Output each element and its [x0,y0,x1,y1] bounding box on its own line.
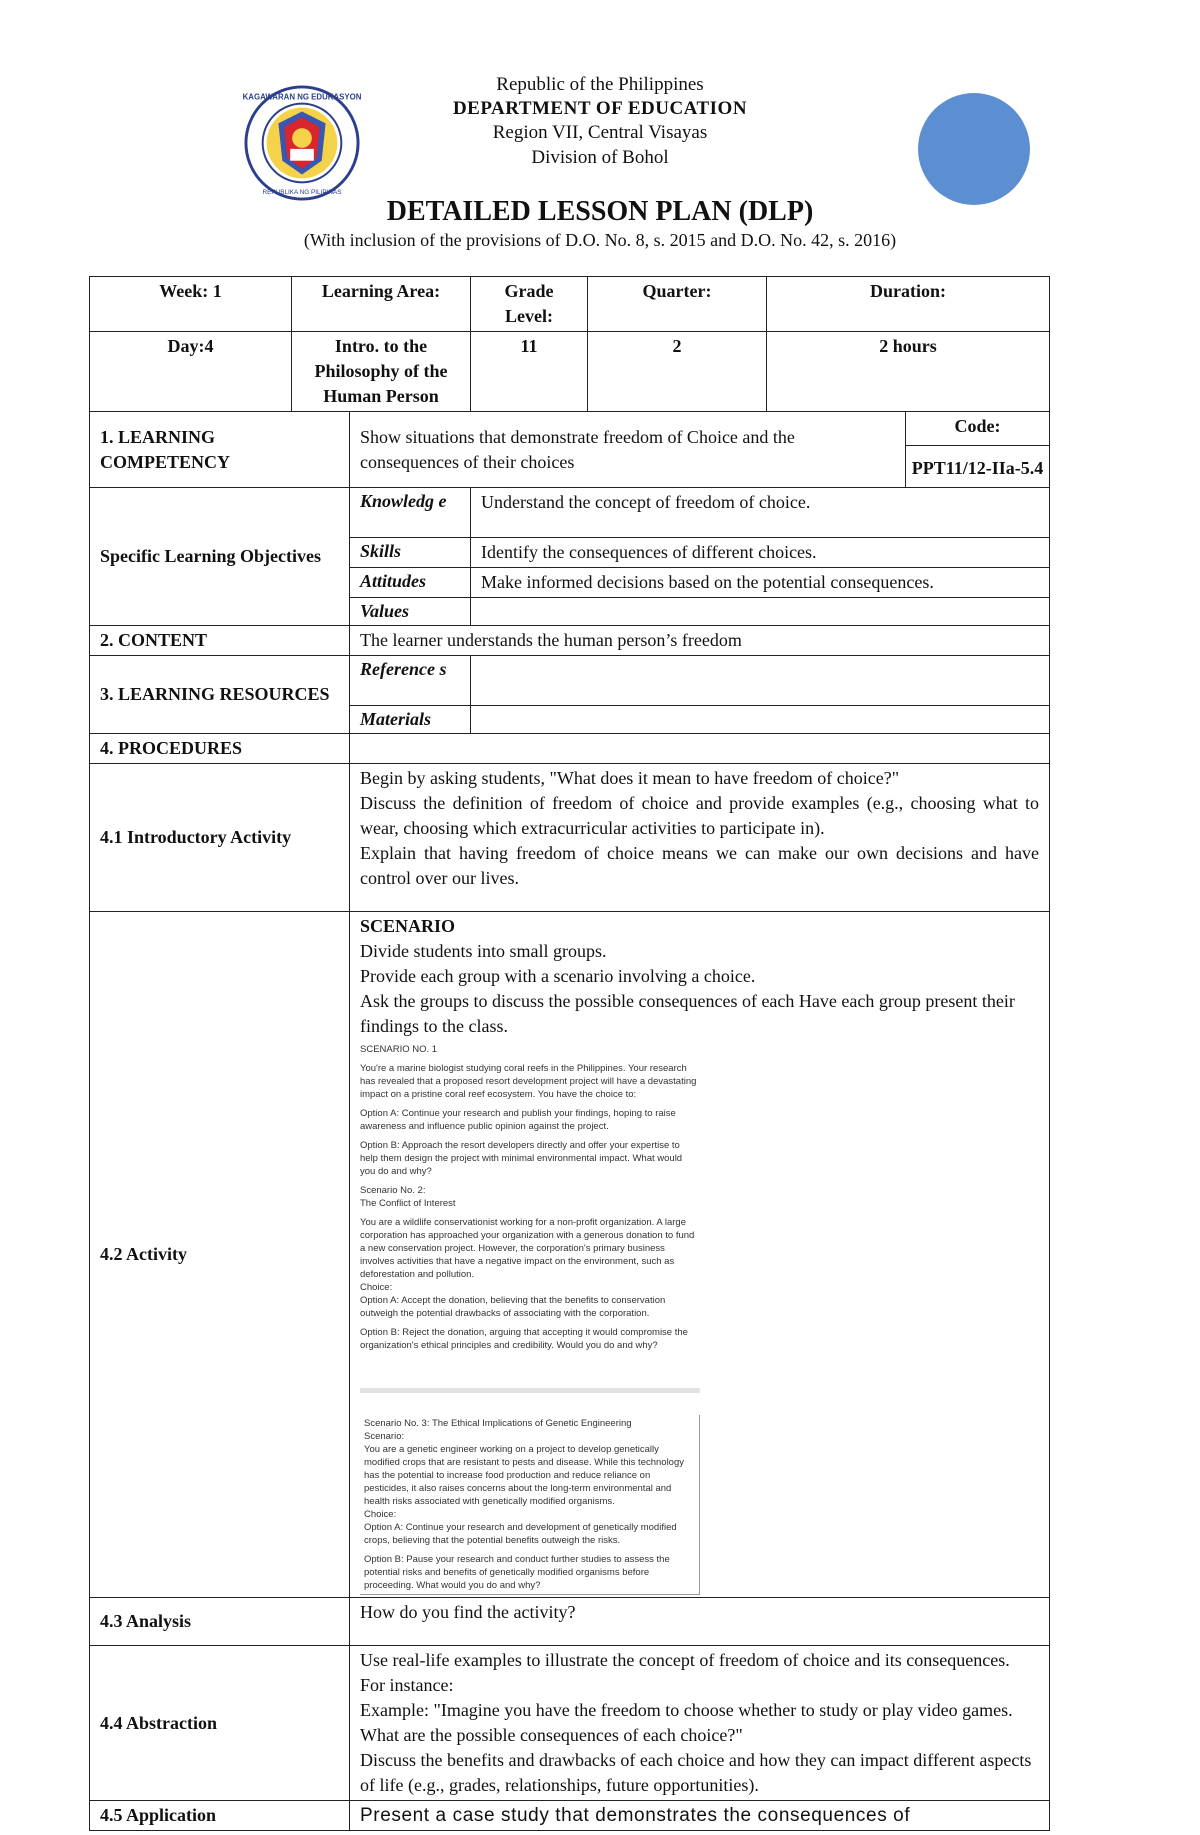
header-region: Region VII, Central Visayas [492,122,708,143]
scenario-2-option-a: Option A: Accept the donation, believing that the benefits to conservation outweigh the potential drawbacks of associating with the corporation. [360,1295,666,1319]
duration-header: Duration: [767,277,1050,332]
quarter-value: 2 [588,332,767,412]
application-label: 4.5 Application [90,1801,350,1831]
content-row [90,626,1050,656]
activity-label: 4.2 Activity [90,912,350,1598]
learning-area-value: Intro. to the Philosophy of the Human Person [292,332,471,412]
week-header: Week: 1 [90,277,292,332]
analysis-label: 4.3 Analysis [90,1598,350,1646]
header-department: DEPARTMENT OF EDUCATION [452,98,748,119]
scenario-heading: SCENARIO [360,916,456,936]
competency-text: Show situations that demonstrate freedom of Choice and the consequences of their choices [350,412,906,488]
procedures-row [90,734,1050,764]
procedures-label: 4. PROCEDURES [90,734,350,764]
intro-activity-label: 4.1 Introductory Activity [90,764,350,912]
abstraction-row [90,1646,1050,1801]
quarter-header: Quarter: [588,277,767,332]
abstraction-text [350,1646,1050,1801]
values-label: Values [350,598,471,626]
intro-line: Discuss the definition of freedom of choice and provide examples (e.g., choosing what to wear, choosing which extracurricular activities to participate in). [360,793,1040,838]
learning-area-header: Learning Area: [292,277,471,332]
competency-row [90,412,1050,488]
abstraction-line: Use real-life examples to illustrate the concept of freedom of choice and its consequences. For instance: [360,1650,1010,1695]
skills-label: Skills [350,538,471,568]
scenario-2-title: Scenario No. 2: [360,1185,426,1196]
analysis-row [90,1598,1050,1646]
scenario-2-subtitle: The Conflict of Interest [360,1198,456,1209]
page-subtitle: (With inclusion of the provisions of D.O. No. 8, s. 2015 and D.O. No. 42, s. 2016) [303,230,897,250]
header-republic: Republic of the Philippines [496,74,704,95]
lesson-plan-table [89,276,1050,1831]
content-text: The learner understands the human person’s freedom [350,626,1050,656]
scenario-3-title: Scenario No. 3: The Ethical Implications of Genetic Engineering [364,1418,632,1429]
skills-text: Identify the consequences of different choices. [471,538,1050,568]
activity-line: Ask the groups to discuss the possible consequences of each Have each group present their findings to the class. [360,991,1015,1036]
scenario-1-option-a: Option A: Continue your research and publish your findings, hoping to raise awareness and influence public opinion against the project. [360,1108,676,1132]
grade-level-header: Grade Level: [471,277,588,332]
intro-line: Begin by asking students, "What does it mean to have freedom of choice?" [360,768,900,788]
resources-references-row [90,656,1050,706]
application-row [90,1801,1050,1831]
activity-line: Divide students into small groups. [360,941,607,961]
scenario-3-choice: Choice: [364,1509,397,1520]
resources-label: 3. LEARNING RESOURCES [90,656,350,734]
scenario-3-label: Scenario: [364,1431,405,1442]
knowledge-text: Understand the concept of freedom of choice. [471,488,1050,538]
page-title: DETAILED LESSON PLAN (DLP) [386,196,814,227]
intro-activity-text [350,764,1050,912]
activity-content [350,912,1050,1598]
objective-knowledge-row [90,488,1050,538]
analysis-text: How do you find the activity? [350,1598,1050,1646]
code-value: PPT11/12-IIa-5.4 [911,458,1044,478]
scenario-2-text: You are a wildlife conservationist working for a non-profit organization. A large corporation has approached your organization with a generous donation to fund a new conservation project. However, the corporation's primary business involves activities that have a negative impact on the environment, such as deforestation and pollution. [360,1217,695,1280]
activity-line: Provide each group with a scenario involving a choice. [360,966,756,986]
code-label: Code: [906,412,1049,446]
scenario-image [360,1043,700,1595]
references-label: Reference s [350,656,471,706]
abstraction-line: Discuss the benefits and drawbacks of each choice and how they can impact different aspects of life (e.g., grades, relationships, future opportunities). [360,1750,1032,1795]
abstraction-line: Example: "Imagine you have the freedom to choose whether to study or play video games. What are the possible consequences of each choice?" [360,1700,1013,1745]
intro-line: Explain that having freedom of choice means we can make our own decisions and have control over our lives. [360,843,1040,888]
scenario-3-option-a: Option A: Continue your research and development of genetically modified crops, believing that the potential benefits outweigh the risks. [364,1522,677,1546]
day-value: Day:4 [90,332,292,412]
grade-level-value: 11 [471,332,588,412]
materials-label: Materials [350,706,471,734]
info-values-row [90,332,1050,412]
application-text: Present a case study that demonstrates the consequences of [350,1801,1050,1831]
svg-text:REPUBLIKA NG PILIPINAS: REPUBLIKA NG PILIPINAS [262,189,342,197]
attitudes-label: Attitudes [350,568,471,598]
values-text [471,598,1050,626]
objectives-label: Specific Learning Objectives [90,488,350,626]
activity-row [90,912,1050,1598]
competency-label: 1. LEARNING COMPETENCY [90,412,350,488]
procedures-empty [350,734,1050,764]
scenario-1-text: You're a marine biologist studying coral reefs in the Philippines. Your research has revealed that a proposed resort development project will have a devastating impact on a pristine coral reef ecosystem. You have the choice to: [360,1063,697,1100]
scenario-3-option-b: Option B: Pause your research and conduct further studies to assess the potential risks and benefits of genetically modified organisms before proceeding. What would you do and why? [364,1554,670,1591]
scenario-1-option-b: Option B: Approach the resort developers directly and offer your expertise to help them design the project with minimal environmental impact. What would you do and why? [360,1140,683,1177]
knowledge-label: Knowledg e [350,488,471,538]
materials-text [471,706,1050,734]
scenario-2-option-b: Option B: Reject the donation, arguing that accepting it would compromise the organization's ethical principles and credibility. Would you do and why? [360,1327,688,1351]
abstraction-label: 4.4 Abstraction [90,1646,350,1801]
header-division: Division of Bohol [531,147,669,168]
duration-value: 2 hours [767,332,1050,412]
info-header-row [90,277,1050,332]
scenario-3-text: You are a genetic engineer working on a project to develop genetically modified crops that are resistant to pests and disease. While this technology has the potential to increase food production and reduce reliance on pesticides, it also raises concerns about the long-term environmental and health risks associated with genetically modified organisms. [364,1444,685,1507]
scenario-2-choice: Choice: [360,1282,393,1293]
svg-text:KAGAWARAN NG EDUKASYON: KAGAWARAN NG EDUKASYON [243,92,361,102]
references-text [471,656,1050,706]
attitudes-text: Make informed decisions based on the potential consequences. [471,568,1050,598]
scenario-1-title: SCENARIO NO. 1 [360,1044,438,1055]
intro-activity-row [90,764,1050,912]
content-label: 2. CONTENT [90,626,350,656]
scenario-divider [360,1358,700,1393]
code-cell [906,412,1050,488]
scenario-3-box [360,1415,700,1595]
